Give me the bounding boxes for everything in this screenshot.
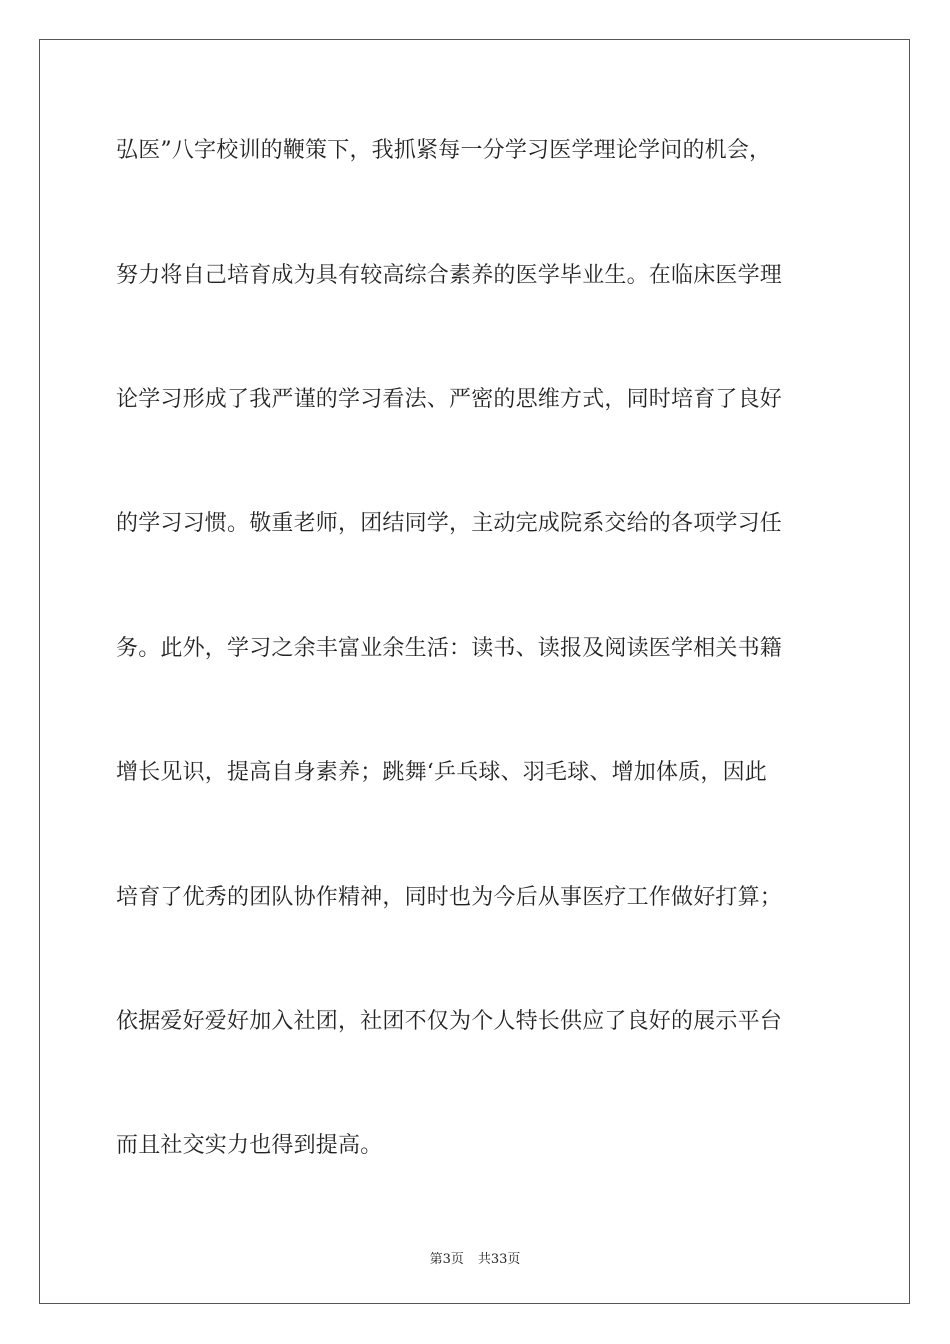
text-line-5: 务。此外，学习之余丰富业余生活：读书、读报及阅读医学相关书籍 — [116, 636, 783, 661]
page-footer — [0, 1248, 950, 1267]
page-number: 第3页 — [429, 1252, 464, 1267]
text-line-1: 弘医”八字校训的鞭策下，我抓紧每一分学习医学理论学问的机会， — [116, 138, 772, 163]
text-line-8: 依据爱好爱好加入社团，社团不仅为个人特长供应了良好的展示平台 — [116, 1009, 783, 1034]
text-line-6: 增长见识，提高自身素养；跳舞‘乒乓球、羽毛球、增加体质，因此 — [116, 760, 767, 785]
text-line-2: 努力将自己培育成为具有较高综合素养的医学毕业生。在临床医学理 — [116, 263, 783, 288]
text-line-9: 而且社交实力也得到提高。 — [116, 1133, 383, 1158]
text-line-7: 培育了优秀的团队协作精神，同时也为今后从事医疗工作做好打算； — [116, 885, 783, 910]
page-border — [39, 39, 910, 1304]
text-line-3: 论学习形成了我严谨的学习看法、严密的思维方式，同时培育了良好 — [116, 387, 783, 412]
total-pages: 共33页 — [477, 1252, 521, 1267]
text-line-4: 的学习习惯。敬重老师，团结同学，主动完成院系交给的各项学习任 — [116, 511, 783, 536]
